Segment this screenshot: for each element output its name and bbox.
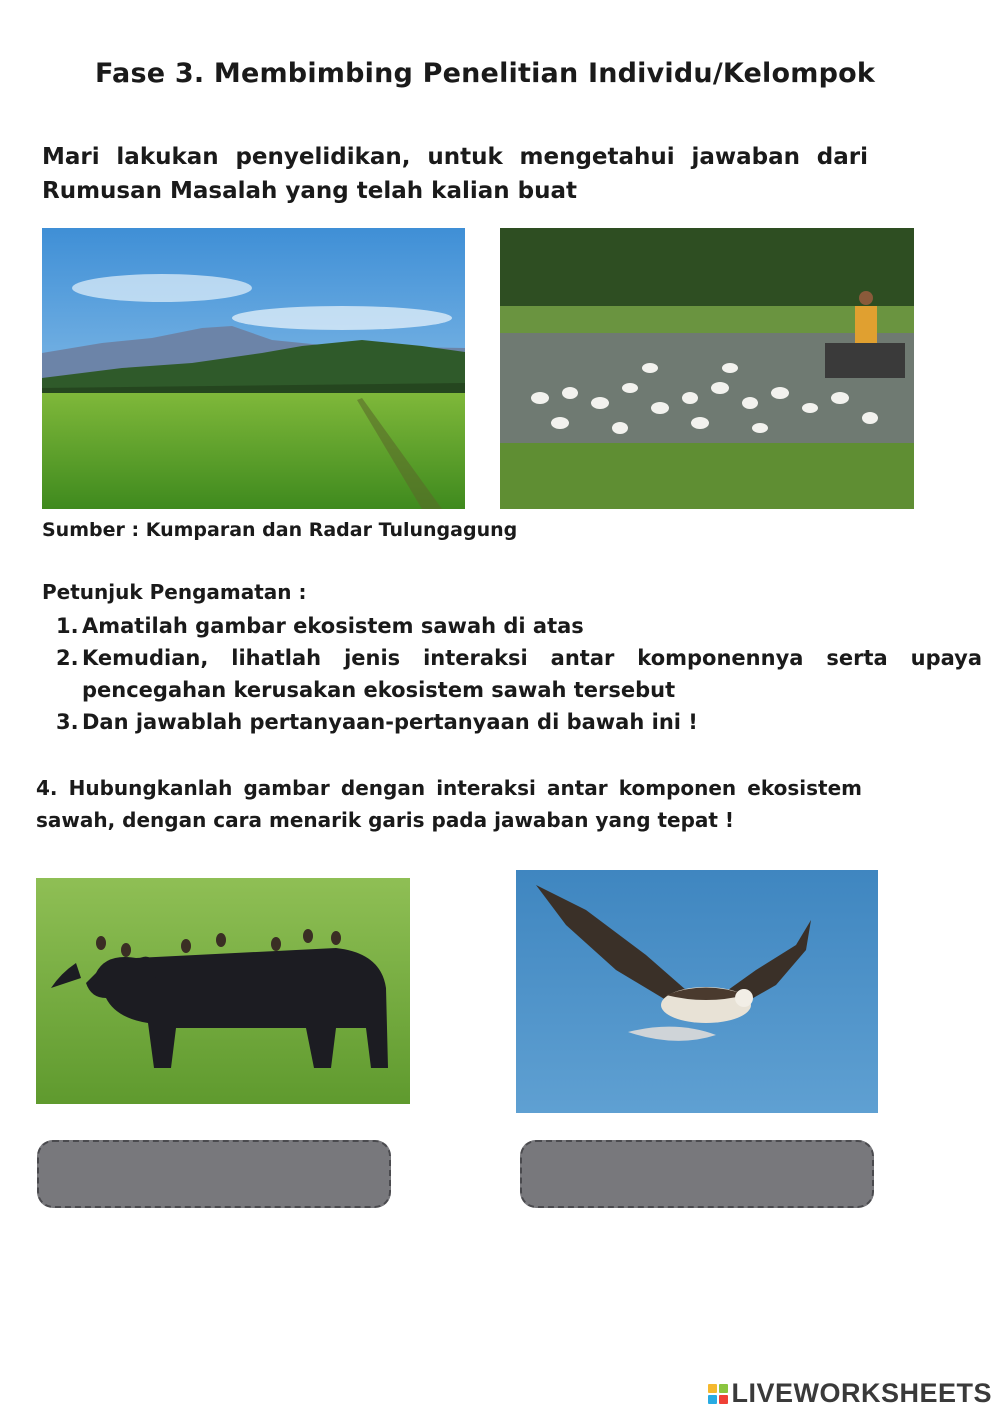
step-text: Dan jawablah pertanyaan-pertanyaan di bawah ini ! [82, 710, 698, 734]
page-title: Fase 3. Membimbing Penelitian Individu/Kelompok [94, 58, 876, 89]
answer-box-2[interactable] [520, 1140, 874, 1208]
liveworksheets-icon [708, 1384, 728, 1404]
guide-title: Petunjuk Pengamatan : [42, 580, 307, 604]
rice-field-photo [42, 228, 465, 509]
step-number: 2. [56, 646, 79, 670]
step-text: Amatilah gambar ekosistem sawah di atas [82, 614, 584, 638]
guide-steps [56, 610, 982, 738]
question-4: 4. Hubungkanlah gambar dengan interaksi antar komponen ekosistem sawah, dengan cara menarik garis pada jawaban yang tepat ! [36, 776, 862, 832]
osprey-photo [516, 870, 878, 1113]
guide-step [56, 610, 982, 642]
image-source: Sumber : Kumparan dan Radar Tulungagung [42, 519, 518, 541]
brand-logo [708, 1378, 992, 1409]
brand-text: LIVEWORKSHEETS [731, 1378, 992, 1408]
answer-box-1[interactable] [37, 1140, 391, 1208]
guide-step [56, 706, 982, 738]
step-number: 1. [56, 614, 79, 638]
guide-step [56, 642, 982, 706]
step-text: Kemudian, lihatlah jenis interaksi antar komponennya serta upaya pencegahan kerusakan ekosistem sawah tersebut [82, 646, 982, 702]
intro-text: Mari lakukan penyelidikan, untuk mengetahui jawaban dari Rumusan Masalah yang telah kalian buat [42, 144, 868, 204]
step-number: 3. [56, 710, 79, 734]
buffalo-photo [36, 878, 410, 1104]
egrets-field-photo [500, 228, 914, 509]
